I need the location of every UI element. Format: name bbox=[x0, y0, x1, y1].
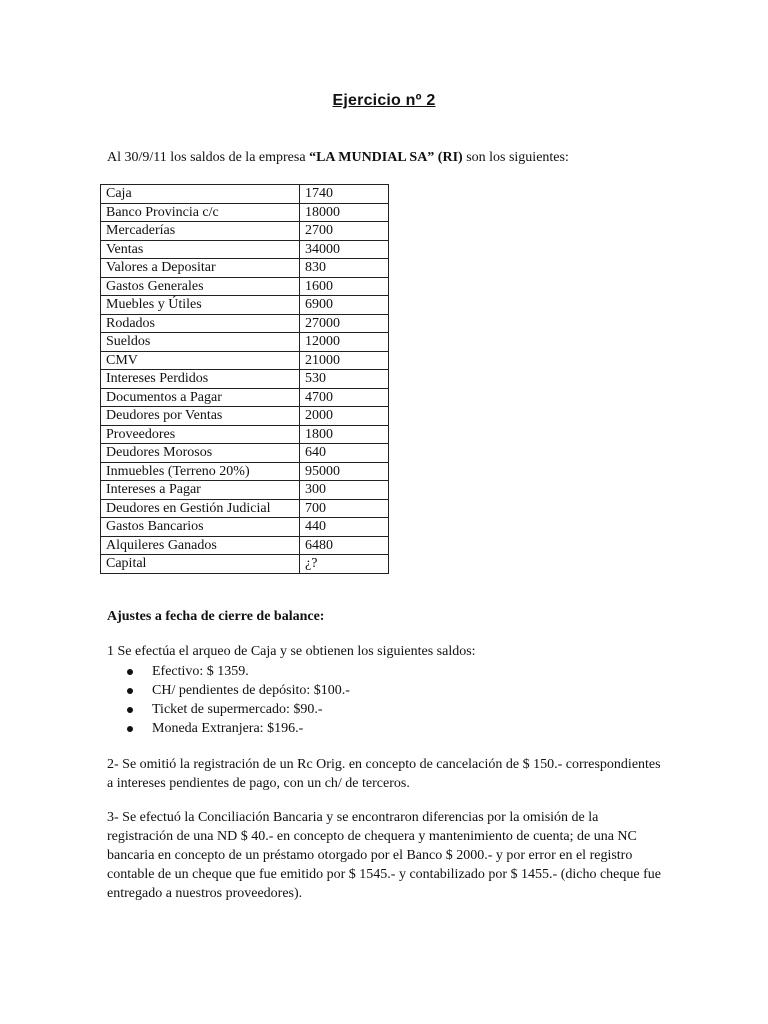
account-cell: Gastos Generales bbox=[101, 277, 300, 296]
table-row bbox=[101, 388, 389, 407]
account-cell: Deudores Morosos bbox=[101, 444, 300, 463]
intro-sentence bbox=[107, 150, 569, 166]
account-cell: Inmuebles (Terreno 20%) bbox=[101, 462, 300, 481]
account-cell: Intereses a Pagar bbox=[101, 481, 300, 500]
bullet-icon bbox=[127, 669, 133, 675]
amount-cell: 530 bbox=[300, 370, 389, 389]
intro-prefix: Al 30/9/11 los saldos de la empresa bbox=[107, 150, 310, 165]
amount-cell: 1740 bbox=[300, 185, 389, 204]
account-cell: Alquileres Ganados bbox=[101, 536, 300, 555]
table-row bbox=[101, 481, 389, 500]
amount-cell: 1800 bbox=[300, 425, 389, 444]
table-row bbox=[101, 185, 389, 204]
amount-cell: 34000 bbox=[300, 240, 389, 259]
table-row bbox=[101, 499, 389, 518]
table-row bbox=[101, 425, 389, 444]
adjustment-item-1: 1 Se efectúa el arqueo de Caja y se obtienen los siguientes saldos: bbox=[107, 644, 476, 659]
list-item-text: CH/ pendientes de depósito: $100.- bbox=[152, 683, 350, 698]
table-row bbox=[101, 314, 389, 333]
amount-cell: 95000 bbox=[300, 462, 389, 481]
account-cell: Deudores por Ventas bbox=[101, 407, 300, 426]
account-cell: Intereses Perdidos bbox=[101, 370, 300, 389]
list-item bbox=[107, 700, 350, 719]
account-cell: Capital bbox=[101, 555, 300, 574]
account-cell: Documentos a Pagar bbox=[101, 388, 300, 407]
account-cell: Deudores en Gestión Judicial bbox=[101, 499, 300, 518]
amount-cell: 830 bbox=[300, 259, 389, 278]
amount-cell: 640 bbox=[300, 444, 389, 463]
adjustment-item-3: 3- Se efectuó la Conciliación Bancaria y se encontraron diferencias por la omisión de la registración de una ND $ 40.- en concepto de chequera y mantenimiento de cuenta; de una NC bancaria en concepto de un préstamo otorgado por el Banco $ 2000.- y por error en el registro contable de un cheque que fue emitido por $ 1545.- y contabilizado por $ 1455.- (dicho cheque fue entregado a nuestros proveedores). bbox=[107, 810, 661, 901]
account-cell: Caja bbox=[101, 185, 300, 204]
table-row bbox=[101, 555, 389, 574]
table-row bbox=[101, 333, 389, 352]
account-cell: Muebles y Útiles bbox=[101, 296, 300, 315]
account-cell: Proveedores bbox=[101, 425, 300, 444]
table-row bbox=[101, 444, 389, 463]
adjustment-item-2: 2- Se omitió la registración de un Rc Orig. en concepto de cancelación de $ 150.- correspondientes a intereses pendientes de pago, con un ch/ de terceros. bbox=[107, 757, 661, 791]
table-row bbox=[101, 203, 389, 222]
account-cell: CMV bbox=[101, 351, 300, 370]
table-row bbox=[101, 462, 389, 481]
amount-cell: 300 bbox=[300, 481, 389, 500]
adjustments-heading: Ajustes a fecha de cierre de balance: bbox=[107, 609, 325, 624]
table-row bbox=[101, 296, 389, 315]
cash-count-list bbox=[107, 662, 350, 738]
amount-cell: 700 bbox=[300, 499, 389, 518]
bullet-icon bbox=[127, 707, 133, 713]
amount-cell: 440 bbox=[300, 518, 389, 537]
amount-cell: 2700 bbox=[300, 222, 389, 241]
balances-table bbox=[100, 184, 389, 574]
amount-cell: 21000 bbox=[300, 351, 389, 370]
amount-cell: 6900 bbox=[300, 296, 389, 315]
amount-cell: 18000 bbox=[300, 203, 389, 222]
table-row bbox=[101, 518, 389, 537]
table-row bbox=[101, 407, 389, 426]
amount-cell: 2000 bbox=[300, 407, 389, 426]
account-cell: Gastos Bancarios bbox=[101, 518, 300, 537]
table-row bbox=[101, 536, 389, 555]
table-row bbox=[101, 259, 389, 278]
table-row bbox=[101, 222, 389, 241]
table-row bbox=[101, 277, 389, 296]
amount-cell: 4700 bbox=[300, 388, 389, 407]
bullet-icon bbox=[127, 726, 133, 732]
bullet-icon bbox=[127, 688, 133, 694]
amount-cell: 27000 bbox=[300, 314, 389, 333]
amount-cell: ¿? bbox=[300, 555, 389, 574]
account-cell: Sueldos bbox=[101, 333, 300, 352]
account-cell: Valores a Depositar bbox=[101, 259, 300, 278]
list-item-text: Efectivo: $ 1359. bbox=[152, 664, 249, 679]
table-row bbox=[101, 351, 389, 370]
amount-cell: 1600 bbox=[300, 277, 389, 296]
company-name: “LA MUNDIAL SA” (RI) bbox=[309, 150, 463, 165]
intro-suffix: son los siguientes: bbox=[462, 150, 569, 165]
table-row bbox=[101, 370, 389, 389]
amount-cell: 6480 bbox=[300, 536, 389, 555]
list-item-text: Moneda Extranjera: $196.- bbox=[152, 721, 304, 736]
page-title: Ejercicio nº 2 bbox=[332, 92, 436, 109]
account-cell: Rodados bbox=[101, 314, 300, 333]
account-cell: Banco Provincia c/c bbox=[101, 203, 300, 222]
list-item-text: Ticket de supermercado: $90.- bbox=[152, 702, 323, 717]
list-item bbox=[107, 719, 350, 738]
account-cell: Mercaderías bbox=[101, 222, 300, 241]
list-item bbox=[107, 681, 350, 700]
amount-cell: 12000 bbox=[300, 333, 389, 352]
account-cell: Ventas bbox=[101, 240, 300, 259]
list-item bbox=[107, 662, 350, 681]
table-row bbox=[101, 240, 389, 259]
